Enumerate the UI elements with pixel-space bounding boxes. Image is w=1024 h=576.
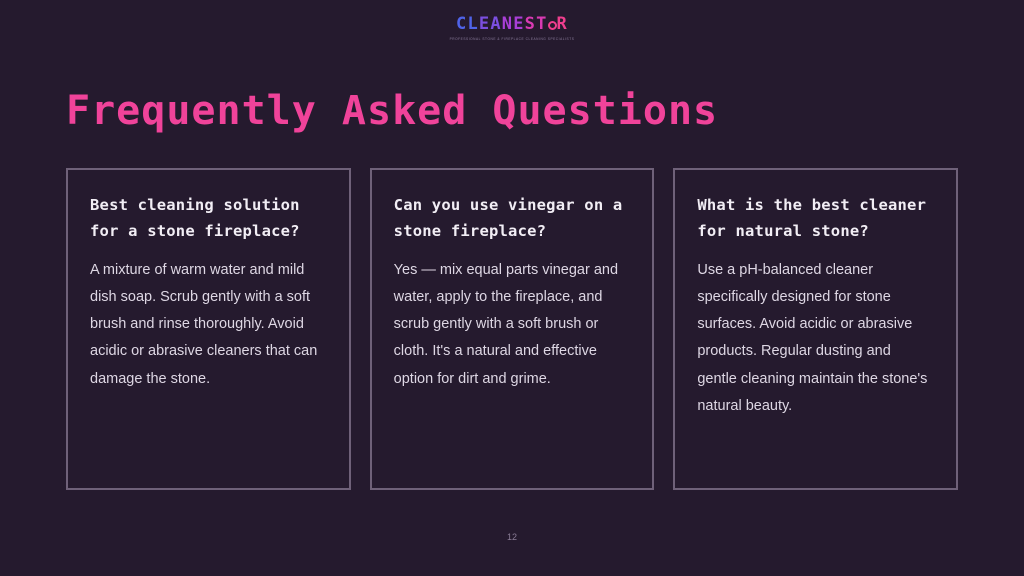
brand-logo-wordmark [456,16,568,33]
faq-card [673,168,958,490]
faq-card [370,168,655,490]
logo-letter-e: E [478,14,491,34]
logo-letter-a: A [490,14,502,34]
logo-letter-s: S [524,14,537,34]
logo-letter-r: R [556,14,568,34]
brand-tagline: PROFESSIONAL STONE & FIREPLACE CLEANING SPECIALISTS [449,37,575,41]
logo-letter-t: T [536,14,548,34]
faq-answer: Use a pH-balanced cleaner specifically designed for stone surfaces. Avoid acidic or abrasive products. Regular dusting and gentle cleaning maintain the stone's natural beauty. [697,262,928,414]
logo-letter-c: C [456,14,468,34]
logo-letter-l: L [467,14,479,34]
faq-question: Best cleaning solution for a stone fireplace? [90,196,300,241]
brand-logo [0,16,1024,41]
faq-card [66,168,351,490]
logo-letter-e2: E [513,14,525,34]
logo-letter-n: N [501,14,514,34]
faq-question: Can you use vinegar on a stone fireplace? [393,196,623,241]
page-number: 12 [506,532,517,542]
faq-answer: Yes — mix equal parts vinegar and water, apply to the fireplace, and scrub gently with a soft brush or cloth. It's a natural and effective option for dirt and grime. [393,262,619,387]
faq-card-list [66,168,958,490]
faq-question: What is the best cleaner for natural stone? [697,196,927,241]
page-title: Frequently Asked Questions [66,88,719,134]
circle-icon [548,21,557,30]
faq-answer: A mixture of warm water and mild dish soap. Scrub gently with a soft brush and rinse thoroughly. Avoid acidic or abrasive cleaners that can damage the stone. [90,262,318,387]
